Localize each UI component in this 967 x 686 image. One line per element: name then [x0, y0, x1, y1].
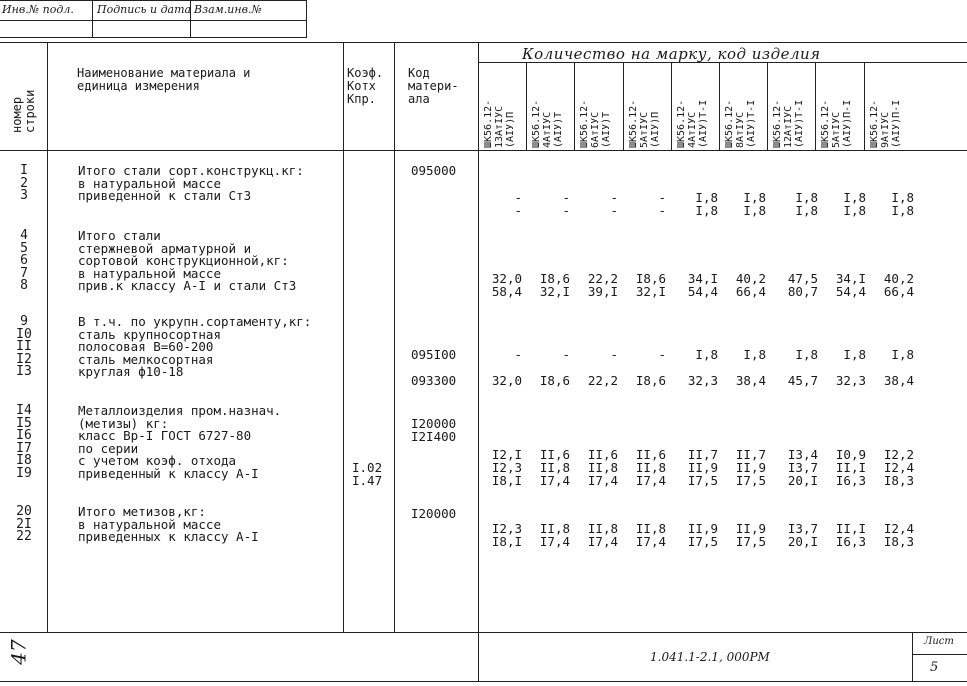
quantity-cell: I,8 [795, 347, 818, 362]
quantity-cell: II,8 [635, 521, 666, 536]
quantity-cell: I7,4 [635, 534, 666, 549]
quantity-cell: I,8 [743, 190, 766, 205]
quantity-cell: II,8 [587, 521, 618, 536]
row-number: 9 [20, 314, 28, 329]
header-product-code: ШК56.12- 5АтIУС (АIУ)П-I [820, 99, 854, 148]
quantity-cell: 32,I [635, 284, 666, 299]
row-numbers [2, 230, 46, 293]
quantity-cell: 58,4 [491, 284, 522, 299]
quantity-cell: - [514, 190, 522, 205]
quantity-cell: I2,4 [883, 460, 914, 475]
header-coefficient: Коэф. Котх Кпр. [347, 66, 384, 106]
quantity-cell: I3,7 [787, 521, 818, 536]
material-line: Итого метизов,кг: [78, 504, 206, 519]
row-numbers [2, 506, 46, 544]
header-material-code: Код матери- ала [408, 66, 459, 106]
header-product-code: ШК56.12- 4АтIУС (АIУ)Т [531, 99, 565, 148]
material-code: I2I400 [411, 429, 457, 444]
quantity-cell: I,8 [743, 203, 766, 218]
header-product-code: ШК56.12- 9АтIУС (АIУ)П-I [868, 99, 902, 148]
quantity-cell: II,9 [735, 521, 766, 536]
quantity-cell: I7,5 [687, 534, 718, 549]
quantity-cell: II,9 [687, 521, 718, 536]
stamp-replace-inv: Взам.инв.№ [194, 3, 262, 16]
material-code: 093300 [411, 373, 457, 388]
header-material: Наименование материала и единица измерения [77, 66, 251, 93]
quantity-cell: 54,4 [687, 284, 718, 299]
quantity-cell: I7,4 [539, 534, 570, 549]
row-number: 20 [16, 504, 32, 519]
quantity-cell: II,I [835, 521, 866, 536]
quantity-cell: 20,I [787, 473, 818, 488]
header-product-code: ШК56.12- 4АтIУС (АIУ)Т-I [675, 99, 709, 148]
quantity-cell: 66,4 [883, 284, 914, 299]
quantity-cell: I8,I [491, 534, 522, 549]
header-product-code: ШК56.12- 6АтIУС (АIУ)Т [579, 99, 613, 148]
quantity-cell: I,8 [695, 347, 718, 362]
quantity-cell: - [562, 347, 570, 362]
material-line: приведенный к классу А-I [78, 465, 259, 481]
quantity-cell: 22,2 [587, 271, 618, 286]
quantity-cell: I,8 [843, 347, 866, 362]
quantity-cell: I7,4 [587, 534, 618, 549]
material-line: в натуральной массе [78, 516, 221, 532]
quantity-cell: I8,6 [539, 271, 570, 286]
quantity-cell: - [514, 203, 522, 218]
row-numbers [2, 405, 46, 480]
material-description [78, 316, 348, 379]
material-line: В т.ч. по укрупн.сортаменту,кг: [78, 314, 312, 329]
row-number: 3 [20, 188, 28, 203]
quantity-cell: 47,5 [787, 271, 818, 286]
quantity-cell: I,8 [891, 190, 914, 205]
header-product-code: ШК56.12- 5АтIУС (АIУ)П [627, 99, 661, 148]
material-line: Итого стали сорт.конструкц.кг: [78, 163, 304, 178]
footer-document-code: 1.041.1-2.1, 000РМ [650, 650, 770, 664]
material-line: сталь мелкосортная [78, 351, 214, 367]
quantity-cell: 80,7 [787, 284, 818, 299]
quantity-cell: I,8 [843, 203, 866, 218]
quantity-cell: I6,3 [835, 473, 866, 488]
quantity-cell: 38,4 [883, 373, 914, 388]
material-code: 095I00 [411, 347, 457, 362]
row-number: II [16, 339, 32, 354]
quantity-cell: I,8 [891, 203, 914, 218]
quantity-cell: I2,I [491, 447, 522, 462]
row-number: I [20, 163, 28, 178]
row-number: I0 [16, 326, 32, 342]
quantity-cell: I,8 [891, 347, 914, 362]
material-line: по серии [78, 440, 139, 456]
footer-sheet-label: Лист [924, 636, 954, 647]
quantity-cell: I2,3 [491, 521, 522, 536]
quantity-cell: I7,4 [635, 473, 666, 488]
quantity-cell: I7,5 [687, 473, 718, 488]
quantity-cell: I0,9 [835, 447, 866, 462]
quantity-cell: 45,7 [787, 373, 818, 388]
material-line: полосовая В=60-200 [78, 339, 214, 354]
footer-left-mark: 47 [6, 639, 31, 665]
material-line: в натуральной массе [78, 175, 221, 191]
quantity-cell: - [514, 347, 522, 362]
material-line: стержневой арматурной и [78, 240, 252, 256]
material-line: приведенных к классу А-I [78, 529, 259, 544]
row-number: I2 [16, 351, 32, 367]
quantity-cell: I,8 [695, 203, 718, 218]
quantity-cell: - [610, 203, 618, 218]
material-line: сталь крупносортная [78, 326, 221, 342]
coefficient-value: I.47 [352, 473, 383, 488]
material-line: в натуральной массе [78, 265, 221, 281]
header-quantity-title: Количество на марку, код изделия [522, 45, 821, 63]
quantity-cell: - [562, 203, 570, 218]
row-number: 6 [20, 253, 28, 268]
quantity-cell: 39,I [587, 284, 618, 299]
row-number: I6 [16, 428, 32, 443]
row-numbers [2, 165, 46, 203]
material-description [78, 506, 348, 544]
footer-sheet-number: 5 [930, 660, 939, 675]
quantity-cell: 40,2 [735, 271, 766, 286]
quantity-cell: II,I [835, 460, 866, 475]
quantity-cell: 34,I [687, 271, 718, 286]
quantity-cell: I6,3 [835, 534, 866, 549]
quantity-cell: I,8 [695, 190, 718, 205]
quantity-cell: I7,5 [735, 534, 766, 549]
material-line: Металлоизделия пром.назнач. [78, 403, 282, 418]
quantity-cell: II,9 [735, 460, 766, 475]
quantity-cell: I3,7 [787, 460, 818, 475]
quantity-cell: I2,3 [491, 460, 522, 475]
quantity-cell: I8,6 [539, 373, 570, 388]
row-number: I8 [16, 453, 32, 468]
quantity-cell: - [658, 347, 666, 362]
quantity-cell: II,7 [735, 447, 766, 462]
material-description [78, 405, 348, 480]
quantity-cell: 32,0 [491, 271, 522, 286]
quantity-cell: I2,2 [883, 447, 914, 462]
material-code: 095000 [411, 163, 457, 178]
quantity-cell: 32,I [539, 284, 570, 299]
quantity-cell: I8,3 [883, 473, 914, 488]
row-number: I9 [16, 465, 32, 481]
quantity-cell: II,6 [587, 447, 618, 462]
quantity-cell: I3,4 [787, 447, 818, 462]
material-line: круглая ф10-18 [78, 364, 184, 379]
quantity-cell: 32,3 [835, 373, 866, 388]
material-line: Итого стали [78, 228, 161, 243]
material-code: I20000 [411, 506, 457, 521]
row-number: 4 [20, 228, 28, 243]
material-description [78, 165, 348, 203]
quantity-cell: I8,3 [883, 534, 914, 549]
header-row-number: номер строки [10, 89, 37, 133]
quantity-cell: I,8 [743, 347, 766, 362]
row-number: 22 [16, 529, 32, 544]
material-line: прив.к классу А-I и стали Ст3 [78, 278, 297, 293]
quantity-cell: 20,I [787, 534, 818, 549]
row-number: 2I [16, 516, 32, 532]
quantity-cell: 32,0 [491, 373, 522, 388]
quantity-cell: I8,6 [635, 373, 666, 388]
quantity-cell: I8,I [491, 473, 522, 488]
row-number: 2 [20, 175, 28, 191]
material-code: I20000 [411, 416, 457, 431]
row-number: I7 [16, 440, 32, 456]
stamp-inv-no: Инв.№ подл. [2, 3, 74, 16]
stamp-sign-date: Подпись и дата [97, 3, 192, 16]
header-product-code: ШК56.12- 13АтIУС (АIУ)П [483, 99, 516, 148]
row-number: 8 [20, 278, 28, 293]
quantity-cell: I,8 [843, 190, 866, 205]
header-product-code: ШК56.12- 8АтIУС (АIУ)Т-I [724, 99, 757, 148]
row-number: 5 [20, 240, 28, 256]
quantity-cell: II,8 [587, 460, 618, 475]
quantity-cell: I,8 [795, 190, 818, 205]
quantity-cell: 54,4 [835, 284, 866, 299]
quantity-cell: 40,2 [883, 271, 914, 286]
quantity-cell: - [562, 190, 570, 205]
quantity-cell: 22,2 [587, 373, 618, 388]
quantity-cell: 32,3 [687, 373, 718, 388]
quantity-cell: I8,6 [635, 271, 666, 286]
row-number: I5 [16, 415, 32, 431]
quantity-cell: - [658, 203, 666, 218]
quantity-cell: II,6 [635, 447, 666, 462]
quantity-cell: 66,4 [735, 284, 766, 299]
quantity-cell: II,9 [687, 460, 718, 475]
material-line: с учетом коэф. отхода [78, 453, 237, 468]
material-line: (метизы) кг: [78, 415, 169, 431]
material-description [78, 230, 348, 293]
quantity-cell: I7,5 [735, 473, 766, 488]
quantity-cell: I2,4 [883, 521, 914, 536]
quantity-cell: 38,4 [735, 373, 766, 388]
row-number: I4 [16, 403, 32, 418]
quantity-cell: - [610, 347, 618, 362]
quantity-cell: II,8 [635, 460, 666, 475]
quantity-cell: II,6 [539, 447, 570, 462]
row-numbers [2, 316, 46, 379]
quantity-cell: - [610, 190, 618, 205]
row-number: I3 [16, 364, 32, 379]
quantity-cell: - [658, 190, 666, 205]
header-product-code: ШК56.12- 12АтIУС (АIУ)Т-I [772, 99, 806, 148]
quantity-cell: I7,4 [539, 473, 570, 488]
quantity-cell: II,8 [539, 521, 570, 536]
quantity-cell: I7,4 [587, 473, 618, 488]
material-line: класс Вр-I ГОСТ 6727-80 [78, 428, 252, 443]
quantity-cell: II,7 [687, 447, 718, 462]
row-number: 7 [20, 265, 28, 281]
quantity-cell: I,8 [795, 203, 818, 218]
quantity-cell: II,8 [539, 460, 570, 475]
material-line: приведенной к стали Ст3 [78, 188, 252, 203]
quantity-cell: 34,I [835, 271, 866, 286]
coefficient-value: I.02 [352, 460, 383, 475]
material-line: сортовой конструкционной,кг: [78, 253, 289, 268]
